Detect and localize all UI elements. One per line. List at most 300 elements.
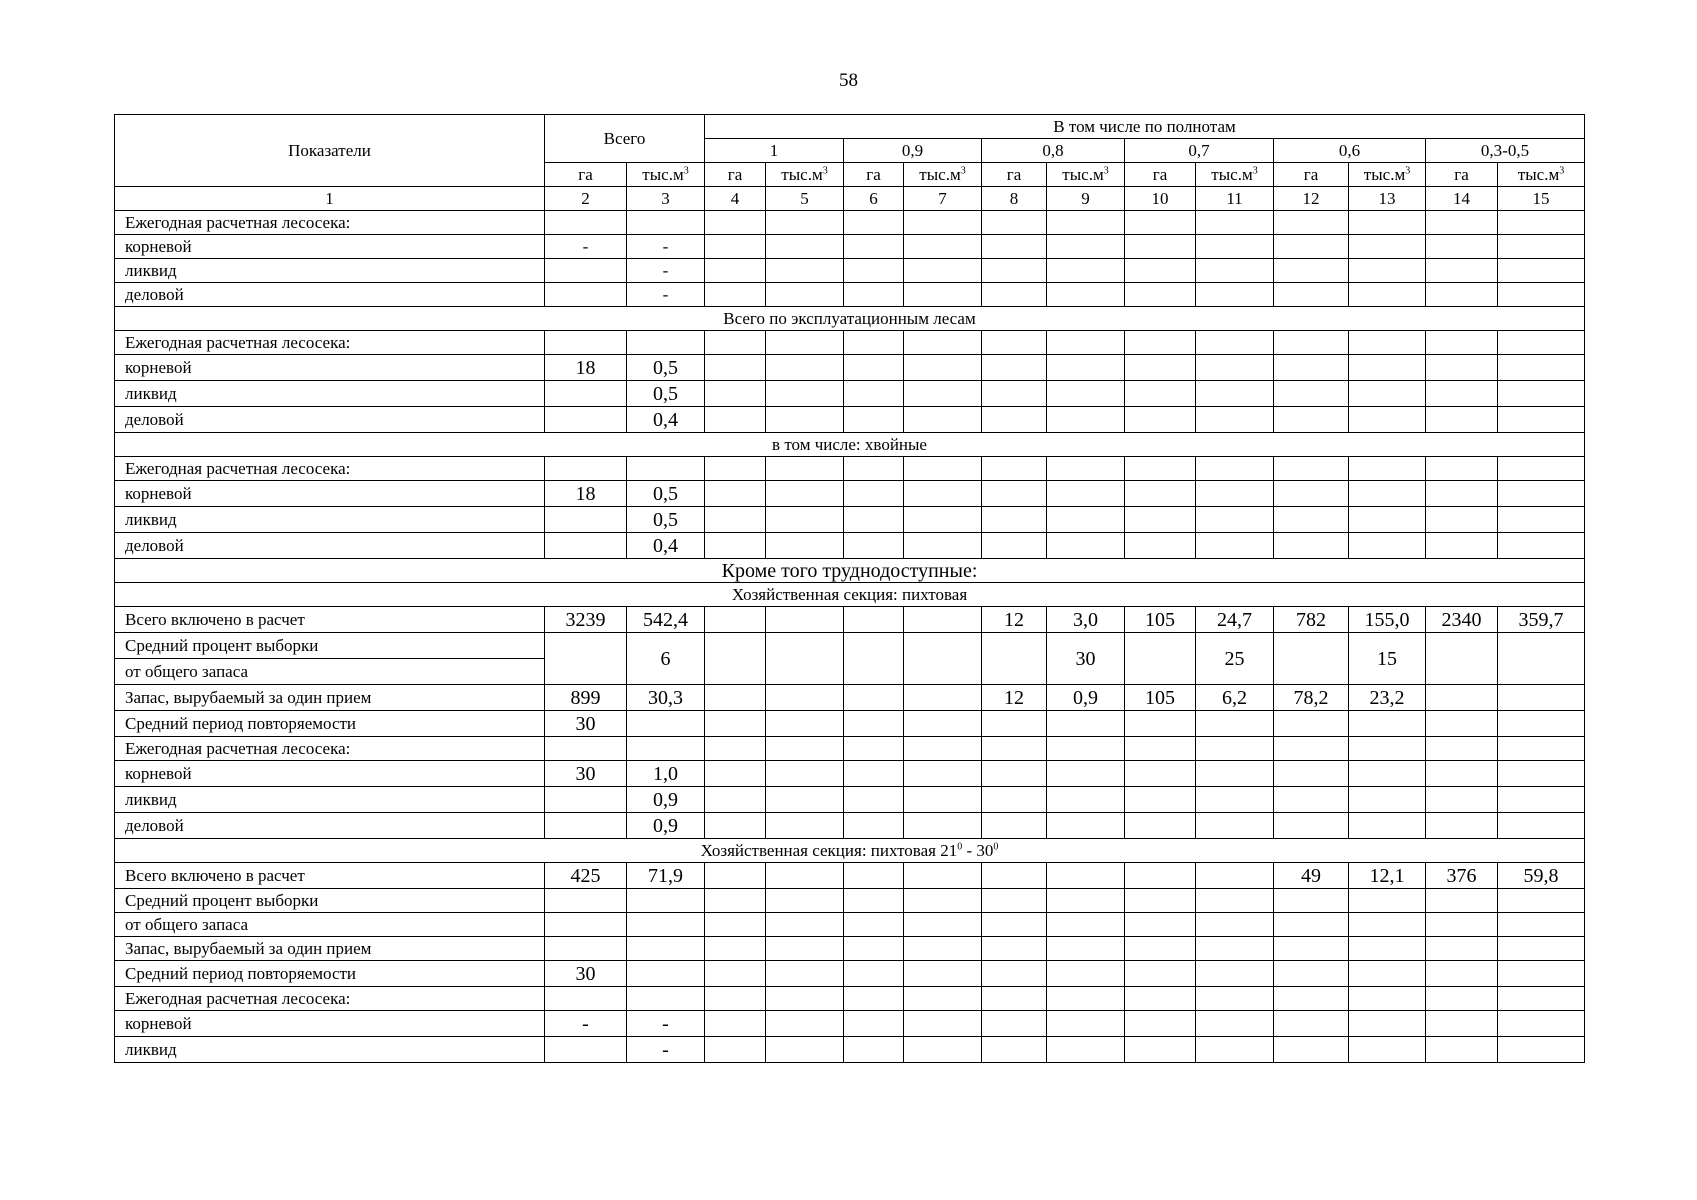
table-cell: [766, 507, 844, 533]
table-cell: [627, 889, 705, 913]
table-cell: [766, 381, 844, 407]
row-label: Запас, вырубаемый за один прием: [115, 937, 545, 961]
table-cell: [705, 889, 766, 913]
table-cell: [1498, 533, 1585, 559]
section-row: [115, 839, 1585, 863]
table-cell: [545, 533, 627, 559]
table-row: [115, 711, 1585, 737]
table-cell: [904, 761, 982, 787]
table-cell: [766, 863, 844, 889]
table-cell: [766, 283, 844, 307]
header-unit-m3: [1047, 163, 1125, 187]
table-cell: [705, 813, 766, 839]
table-cell: [844, 987, 904, 1011]
table-cell: 425: [545, 863, 627, 889]
table-cell: [982, 889, 1047, 913]
table-cell: [904, 607, 982, 633]
header-unit-m3: [904, 163, 982, 187]
table-cell: [982, 283, 1047, 307]
table-cell: [766, 211, 844, 235]
table-header: [115, 115, 1585, 211]
table-cell: [844, 457, 904, 481]
table-cell: [705, 235, 766, 259]
header-column-numbers-row: [115, 187, 1585, 211]
table-cell: 359,7: [1498, 607, 1585, 633]
header-unit-ha: га: [1125, 163, 1196, 187]
column-number: 10: [1125, 187, 1196, 211]
table-cell: [1274, 987, 1349, 1011]
column-number: 3: [627, 187, 705, 211]
row-label: ликвид: [115, 787, 545, 813]
table-cell: [1349, 813, 1426, 839]
table-cell: [1426, 889, 1498, 913]
row-label: Средний период повторяемости: [115, 711, 545, 737]
table-cell: [1125, 331, 1196, 355]
table-cell: [1196, 937, 1274, 961]
table-cell: [1047, 533, 1125, 559]
table-cell: [1047, 937, 1125, 961]
table-cell: [844, 259, 904, 283]
table-cell: [1426, 259, 1498, 283]
table-cell: [1125, 987, 1196, 1011]
table-cell: [1047, 1011, 1125, 1037]
table-cell: [904, 1011, 982, 1037]
table-cell: [545, 457, 627, 481]
table-cell: [766, 607, 844, 633]
column-number: 12: [1274, 187, 1349, 211]
table-cell: 2340: [1426, 607, 1498, 633]
table-cell: [1274, 211, 1349, 235]
table-cell: [844, 787, 904, 813]
header-density-group: В том числе по полнотам: [705, 115, 1585, 139]
table-cell: [1498, 737, 1585, 761]
table-cell: [545, 889, 627, 913]
table-cell: [1196, 813, 1274, 839]
table-cell: [1125, 355, 1196, 381]
table-cell: [1196, 761, 1274, 787]
table-cell: [1426, 1011, 1498, 1037]
table-row: [115, 259, 1585, 283]
table-cell: [982, 863, 1047, 889]
table-cell: [1426, 507, 1498, 533]
table-cell: [705, 407, 766, 433]
table-cell: [844, 913, 904, 937]
table-cell: [1498, 761, 1585, 787]
table-cell: [1047, 407, 1125, 433]
table-cell: [1274, 737, 1349, 761]
table-cell: [1349, 711, 1426, 737]
section-degree-sup: 0: [957, 840, 963, 852]
table-cell: [766, 331, 844, 355]
table-cell: [904, 481, 982, 507]
table-cell: [1349, 235, 1426, 259]
section-title-text: Хозяйственная секция: пихтовая: [731, 584, 968, 604]
table-cell: [705, 457, 766, 481]
table-row: [115, 211, 1585, 235]
table-cell: [1047, 235, 1125, 259]
row-label: ликвид: [115, 381, 545, 407]
row-label: деловой: [115, 813, 545, 839]
unit-m3-text: тыс.м: [1517, 164, 1560, 184]
table-cell: [982, 533, 1047, 559]
column-number: 4: [705, 187, 766, 211]
row-label: от общего запаса: [115, 913, 545, 937]
table-cell: [545, 937, 627, 961]
table-cell: [1274, 1037, 1349, 1063]
table-cell: [844, 381, 904, 407]
table-cell: [705, 863, 766, 889]
row-label: Запас, вырубаемый за один прием: [115, 685, 545, 711]
table-row: [115, 407, 1585, 433]
table-cell: [766, 235, 844, 259]
table-cell: [1196, 533, 1274, 559]
section-title: [115, 307, 1585, 331]
table-cell: [844, 481, 904, 507]
table-cell: [1498, 457, 1585, 481]
table-cell: [1349, 481, 1426, 507]
table-cell: [1498, 889, 1585, 913]
table-cell: [545, 381, 627, 407]
table-cell: [982, 235, 1047, 259]
table-cell: [705, 259, 766, 283]
table-row: [115, 913, 1585, 937]
table-cell: [904, 507, 982, 533]
table-cell: 24,7: [1196, 607, 1274, 633]
table-cell: [1125, 737, 1196, 761]
table-cell: [982, 481, 1047, 507]
table-cell: 30: [545, 761, 627, 787]
table-cell: [545, 987, 627, 1011]
table-row: [115, 381, 1585, 407]
table-cell: [705, 987, 766, 1011]
table-cell: [705, 761, 766, 787]
table-cell: [766, 259, 844, 283]
table-cell: [904, 737, 982, 761]
table-cell: [1349, 407, 1426, 433]
column-number: 13: [1349, 187, 1426, 211]
header-density: 0,8: [982, 139, 1125, 163]
row-label: Средний период повторяемости: [115, 961, 545, 987]
table-cell: [1274, 761, 1349, 787]
table-cell: [1274, 355, 1349, 381]
table-cell: 376: [1426, 863, 1498, 889]
table-cell: 18: [545, 481, 627, 507]
header-unit-ha: га: [705, 163, 766, 187]
table-cell: [1349, 913, 1426, 937]
table-cell: [627, 937, 705, 961]
table-cell: [1125, 283, 1196, 307]
header-unit-ha: га: [1274, 163, 1349, 187]
column-number: 9: [1047, 187, 1125, 211]
table-cell: [844, 331, 904, 355]
unit-m3-text: тыс.м: [642, 164, 684, 184]
table-cell: [1125, 407, 1196, 433]
table-cell: [1125, 533, 1196, 559]
table-cell: [1349, 355, 1426, 381]
table-row: [115, 1037, 1585, 1063]
table-cell: [1125, 761, 1196, 787]
header-unit-m3: [627, 163, 705, 187]
table-cell: [705, 913, 766, 937]
row-label: корневой: [115, 355, 545, 381]
table-cell: [1498, 633, 1585, 685]
table-cell: [705, 961, 766, 987]
section-title: [115, 583, 1585, 607]
table-cell: [904, 407, 982, 433]
table-cell: [1125, 787, 1196, 813]
table-cell: [766, 813, 844, 839]
row-label: корневой: [115, 761, 545, 787]
table-cell: -: [627, 1011, 705, 1037]
table-cell: [844, 685, 904, 711]
table-cell: [1498, 259, 1585, 283]
row-label: деловой: [115, 407, 545, 433]
table-row: [115, 355, 1585, 381]
table-cell: [1498, 711, 1585, 737]
table-row: [115, 685, 1585, 711]
table-row: [115, 331, 1585, 355]
table-cell: [1196, 961, 1274, 987]
table-cell: [844, 407, 904, 433]
table-cell: [982, 331, 1047, 355]
table-cell: [982, 381, 1047, 407]
table-cell: 6,2: [1196, 685, 1274, 711]
table-cell: [904, 1037, 982, 1063]
table-cell: [1047, 787, 1125, 813]
table-cell: 3,0: [1047, 607, 1125, 633]
table-cell: 59,8: [1498, 863, 1585, 889]
table-row: [115, 507, 1585, 533]
table-cell: -: [545, 1011, 627, 1037]
row-label: Ежегодная расчетная лесосека:: [115, 737, 545, 761]
table-cell: [1047, 507, 1125, 533]
table-cell: [705, 211, 766, 235]
table-cell: [1274, 633, 1349, 685]
table-cell: [766, 787, 844, 813]
table-cell: [1196, 1011, 1274, 1037]
table-cell: [844, 533, 904, 559]
table-cell: [1349, 283, 1426, 307]
table-cell: [904, 355, 982, 381]
table-cell: [1196, 457, 1274, 481]
table-cell: [1196, 913, 1274, 937]
column-number: 1: [115, 187, 545, 211]
header-density: 0,3-0,5: [1426, 139, 1585, 163]
header-density: 0,7: [1125, 139, 1274, 163]
table-cell: [904, 813, 982, 839]
row-label: Всего включено в расчет: [115, 863, 545, 889]
table-cell: 30,3: [627, 685, 705, 711]
table-cell: [545, 507, 627, 533]
table-cell: [1274, 711, 1349, 737]
table-cell: [1274, 381, 1349, 407]
table-cell: [1125, 863, 1196, 889]
table-cell: 6: [627, 633, 705, 685]
table-cell: [545, 633, 627, 685]
table-cell: [1125, 633, 1196, 685]
table-row: [115, 283, 1585, 307]
table-cell: [844, 355, 904, 381]
column-number: 14: [1426, 187, 1498, 211]
section-title: [115, 433, 1585, 457]
table-cell: 49: [1274, 863, 1349, 889]
header-density: 1: [705, 139, 844, 163]
table-cell: [1047, 259, 1125, 283]
table-cell: [982, 913, 1047, 937]
table-cell: 0,9: [627, 813, 705, 839]
table-cell: [705, 633, 766, 685]
table-cell: [1498, 1037, 1585, 1063]
table-cell: [1349, 889, 1426, 913]
table-cell: [904, 961, 982, 987]
table-cell: [844, 961, 904, 987]
table-cell: [705, 937, 766, 961]
table-cell: [1349, 211, 1426, 235]
row-label: деловой: [115, 283, 545, 307]
table-cell: [1125, 259, 1196, 283]
table-cell: [545, 813, 627, 839]
row-label: Ежегодная расчетная лесосека:: [115, 211, 545, 235]
table-cell: 78,2: [1274, 685, 1349, 711]
table-cell: [904, 457, 982, 481]
table-cell: 12,1: [1349, 863, 1426, 889]
column-number: 5: [766, 187, 844, 211]
table-cell: [1047, 481, 1125, 507]
table-cell: [1125, 211, 1196, 235]
row-label: Средний процент выборки: [115, 889, 545, 913]
table-cell: [844, 507, 904, 533]
table-cell: [1426, 987, 1498, 1011]
table-cell: [766, 913, 844, 937]
table-cell: [1426, 407, 1498, 433]
table-cell: [1047, 457, 1125, 481]
table-cell: [1349, 381, 1426, 407]
unit-m3-text: тыс.м: [919, 164, 961, 184]
table-cell: [1498, 235, 1585, 259]
row-label: корневой: [115, 481, 545, 507]
table-cell: [1196, 787, 1274, 813]
row-label: ликвид: [115, 507, 545, 533]
header-unit-ha: га: [844, 163, 904, 187]
table-cell: [904, 787, 982, 813]
table-row: [115, 1011, 1585, 1037]
table-cell: [904, 283, 982, 307]
table-cell: 105: [1125, 607, 1196, 633]
table-cell: [1426, 685, 1498, 711]
table-cell: [982, 457, 1047, 481]
table-cell: [982, 355, 1047, 381]
section-title-text: в том числе: хвойные: [772, 434, 927, 454]
table-cell: [1426, 737, 1498, 761]
table-cell: [844, 711, 904, 737]
table-cell: [1125, 889, 1196, 913]
table-cell: [705, 1037, 766, 1063]
table-cell: [1349, 961, 1426, 987]
table-cell: [844, 813, 904, 839]
table-cell: [904, 381, 982, 407]
column-number: 7: [904, 187, 982, 211]
table-cell: [1426, 481, 1498, 507]
table-row: [115, 235, 1585, 259]
table-cell: [904, 533, 982, 559]
row-label: от общего запаса: [115, 659, 545, 685]
table-cell: 542,4: [627, 607, 705, 633]
table-cell: [1498, 987, 1585, 1011]
unit-m3-exponent: 3: [683, 164, 689, 176]
table-cell: [844, 1037, 904, 1063]
table-cell: [1274, 889, 1349, 913]
table-row: [115, 633, 1585, 659]
table-cell: [1047, 711, 1125, 737]
section-title-text: Всего по эксплуатационным лесам: [723, 308, 976, 328]
table-cell: [1426, 813, 1498, 839]
table-cell: [705, 685, 766, 711]
table-cell: [1426, 961, 1498, 987]
table-cell: [982, 761, 1047, 787]
table-cell: [904, 235, 982, 259]
table-row: [115, 533, 1585, 559]
table-cell: [1274, 533, 1349, 559]
unit-m3-exponent: 3: [1252, 164, 1258, 176]
table-cell: [982, 937, 1047, 961]
table-cell: [1498, 913, 1585, 937]
section-title-mid: - 30: [962, 840, 994, 860]
table-cell: [982, 787, 1047, 813]
unit-m3-exponent: 3: [1103, 164, 1109, 176]
header-unit-ha: га: [545, 163, 627, 187]
table-cell: [627, 457, 705, 481]
table-cell: -: [627, 283, 705, 307]
table-cell: [1047, 987, 1125, 1011]
table-cell: [766, 407, 844, 433]
table-cell: [982, 961, 1047, 987]
row-label: ликвид: [115, 259, 545, 283]
table-cell: 30: [545, 711, 627, 737]
table-cell: [705, 283, 766, 307]
row-label: Всего включено в расчет: [115, 607, 545, 633]
table-cell: [1274, 481, 1349, 507]
table-cell: [1498, 961, 1585, 987]
table-cell: [1349, 937, 1426, 961]
section-row: [115, 307, 1585, 331]
forest-cutting-table: [114, 114, 1585, 1063]
column-number: 15: [1498, 187, 1585, 211]
table-cell: [705, 711, 766, 737]
table-row: [115, 863, 1585, 889]
table-cell: [1274, 259, 1349, 283]
table-cell: [1349, 1037, 1426, 1063]
table-cell: [1274, 937, 1349, 961]
table-cell: [705, 607, 766, 633]
table-cell: [1498, 685, 1585, 711]
header-density: 0,6: [1274, 139, 1426, 163]
table-cell: 12: [982, 685, 1047, 711]
table-cell: 0,5: [627, 355, 705, 381]
table-cell: -: [627, 235, 705, 259]
table-cell: [545, 259, 627, 283]
table-row: [115, 787, 1585, 813]
header-total: Всего: [545, 115, 705, 163]
header-unit-m3: [1349, 163, 1426, 187]
table-cell: [545, 331, 627, 355]
row-label: корневой: [115, 1011, 545, 1037]
table-cell: [1196, 381, 1274, 407]
table-cell: [705, 1011, 766, 1037]
table-cell: [982, 211, 1047, 235]
table-cell: [1047, 961, 1125, 987]
table-cell: [1426, 533, 1498, 559]
table-cell: [844, 937, 904, 961]
